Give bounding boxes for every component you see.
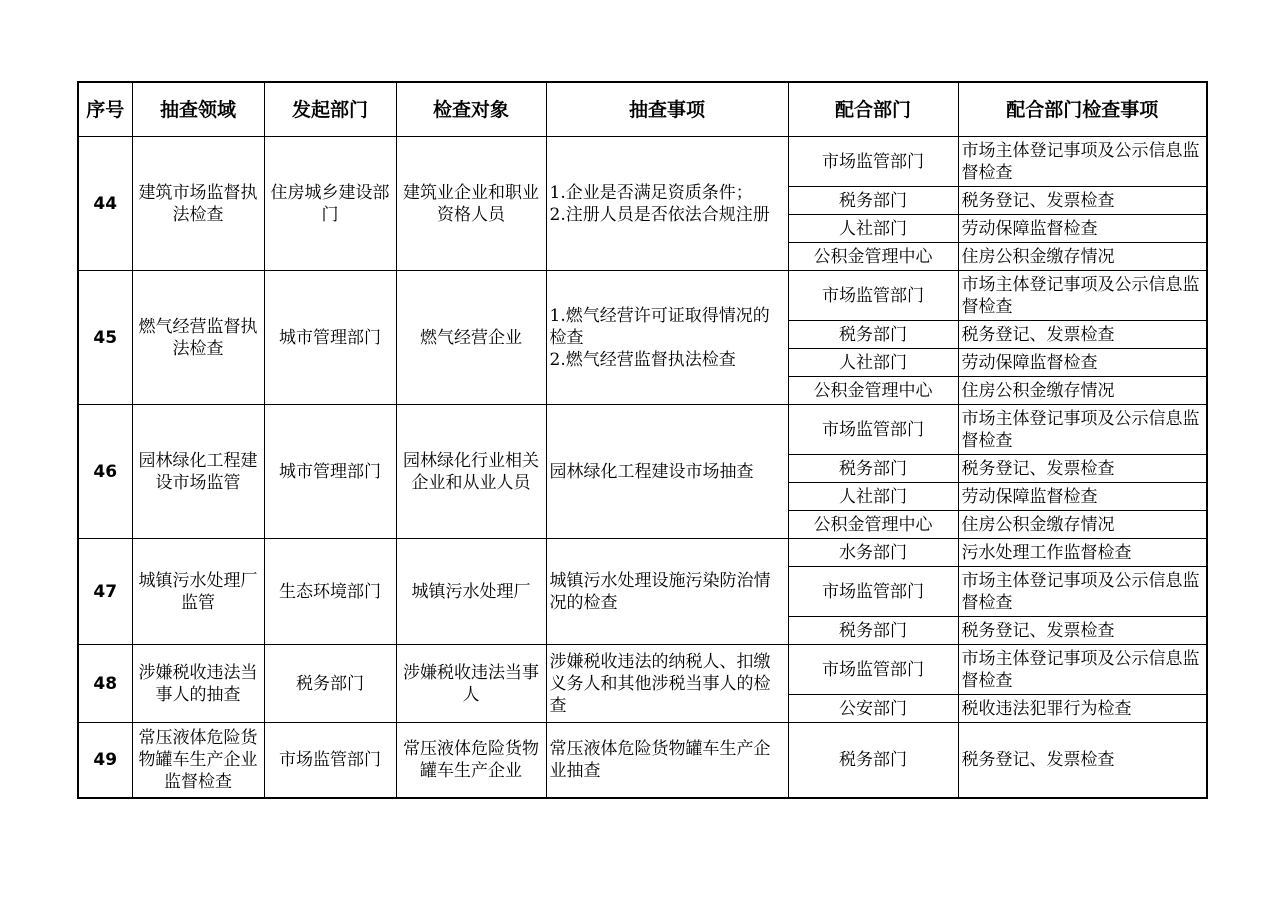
coop-task: 市场主体登记事项及公示信息监督检查 (958, 645, 1207, 695)
row-object: 燃气经营企业 (396, 271, 546, 405)
coop-dept: 人社部门 (788, 483, 958, 511)
row-dept: 税务部门 (264, 645, 396, 723)
coop-task: 税务登记、发票检查 (958, 617, 1207, 645)
coop-task: 市场主体登记事项及公示信息监督检查 (958, 137, 1207, 187)
table-row (78, 405, 1207, 455)
coop-dept: 税务部门 (788, 617, 958, 645)
row-seq: 44 (78, 137, 132, 271)
coop-task: 住房公积金缴存情况 (958, 377, 1207, 405)
header-object: 检查对象 (396, 82, 546, 137)
coop-task: 税务登记、发票检查 (958, 187, 1207, 215)
coop-dept: 市场监管部门 (788, 137, 958, 187)
row-seq: 47 (78, 539, 132, 645)
row-dept: 住房城乡建设部门 (264, 137, 396, 271)
row-seq: 45 (78, 271, 132, 405)
coop-dept: 市场监管部门 (788, 405, 958, 455)
header-dept: 发起部门 (264, 82, 396, 137)
coop-dept: 税务部门 (788, 187, 958, 215)
header-coop-dept: 配合部门 (788, 82, 958, 137)
coop-dept: 公积金管理中心 (788, 243, 958, 271)
table-row (78, 645, 1207, 695)
coop-task: 劳动保障监督检查 (958, 349, 1207, 377)
row-object: 常压液体危险货物罐车生产企业 (396, 723, 546, 799)
table-row (78, 723, 1207, 799)
row-dept: 城市管理部门 (264, 405, 396, 539)
row-object: 建筑业企业和职业资格人员 (396, 137, 546, 271)
coop-dept: 税务部门 (788, 321, 958, 349)
row-dept: 市场监管部门 (264, 723, 396, 799)
header-field: 抽查领域 (132, 82, 264, 137)
row-items: 涉嫌税收违法的纳税人、扣缴义务人和其他涉税当事人的检查 (546, 645, 788, 723)
coop-task: 住房公积金缴存情况 (958, 511, 1207, 539)
inspection-table (77, 81, 1208, 799)
coop-dept: 人社部门 (788, 215, 958, 243)
row-field: 涉嫌税收违法当事人的抽查 (132, 645, 264, 723)
coop-dept: 税务部门 (788, 723, 958, 799)
coop-dept: 市场监管部门 (788, 567, 958, 617)
coop-dept: 人社部门 (788, 349, 958, 377)
row-items: 1.燃气经营许可证取得情况的检查 2.燃气经营监督执法检查 (546, 271, 788, 405)
coop-dept: 市场监管部门 (788, 645, 958, 695)
coop-dept: 税务部门 (788, 455, 958, 483)
row-object: 城镇污水处理厂 (396, 539, 546, 645)
coop-task: 劳动保障监督检查 (958, 215, 1207, 243)
row-field: 燃气经营监督执法检查 (132, 271, 264, 405)
coop-dept: 公积金管理中心 (788, 377, 958, 405)
header-items: 抽查事项 (546, 82, 788, 137)
row-seq: 48 (78, 645, 132, 723)
header-coop-task: 配合部门检查事项 (958, 82, 1207, 137)
coop-dept: 水务部门 (788, 539, 958, 567)
row-items: 1.企业是否满足资质条件； 2.注册人员是否依法合规注册 (546, 137, 788, 271)
coop-task: 市场主体登记事项及公示信息监督检查 (958, 271, 1207, 321)
coop-task: 税务登记、发票检查 (958, 455, 1207, 483)
coop-dept: 公安部门 (788, 695, 958, 723)
row-field: 建筑市场监督执法检查 (132, 137, 264, 271)
coop-task: 市场主体登记事项及公示信息监督检查 (958, 567, 1207, 617)
coop-task: 劳动保障监督检查 (958, 483, 1207, 511)
coop-task: 污水处理工作监督检查 (958, 539, 1207, 567)
row-items: 园林绿化工程建设市场抽查 (546, 405, 788, 539)
row-object: 涉嫌税收违法当事人 (396, 645, 546, 723)
table-row (78, 137, 1207, 187)
coop-task: 税收违法犯罪行为检查 (958, 695, 1207, 723)
row-field: 城镇污水处理厂监管 (132, 539, 264, 645)
row-items: 城镇污水处理设施污染防治情况的检查 (546, 539, 788, 645)
row-seq: 49 (78, 723, 132, 799)
row-items: 常压液体危险货物罐车生产企业抽查 (546, 723, 788, 799)
coop-task: 税务登记、发票检查 (958, 321, 1207, 349)
coop-dept: 公积金管理中心 (788, 511, 958, 539)
coop-task: 住房公积金缴存情况 (958, 243, 1207, 271)
row-dept: 城市管理部门 (264, 271, 396, 405)
row-dept: 生态环境部门 (264, 539, 396, 645)
row-seq: 46 (78, 405, 132, 539)
header-row (78, 82, 1207, 137)
coop-task: 市场主体登记事项及公示信息监督检查 (958, 405, 1207, 455)
row-field: 常压液体危险货物罐车生产企业监督检查 (132, 723, 264, 799)
coop-dept: 市场监管部门 (788, 271, 958, 321)
row-object: 园林绿化行业相关企业和从业人员 (396, 405, 546, 539)
coop-task: 税务登记、发票检查 (958, 723, 1207, 799)
header-seq: 序号 (78, 82, 132, 137)
row-field: 园林绿化工程建设市场监管 (132, 405, 264, 539)
table-row (78, 271, 1207, 321)
table-row (78, 539, 1207, 567)
